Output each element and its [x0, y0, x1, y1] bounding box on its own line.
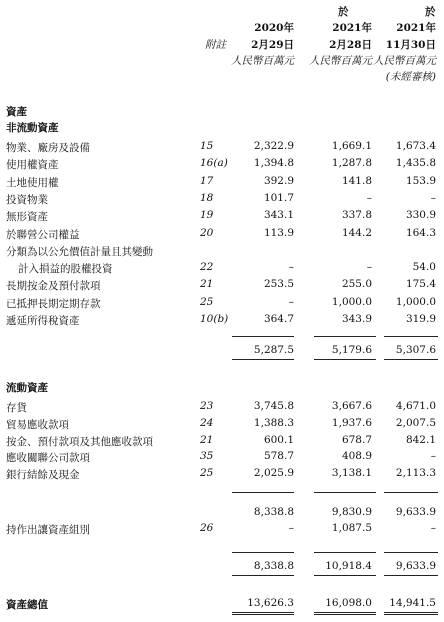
- row-note: 17: [200, 174, 214, 187]
- cur-total-rule-2: [314, 552, 376, 553]
- cur-total-rule-1: [232, 552, 294, 553]
- row-value-col2: –: [366, 261, 372, 274]
- row-label: 按金、預付款項及其他應收款項: [6, 435, 153, 448]
- row-value-col1: 3,745.8: [253, 400, 294, 412]
- row-value-col1: 364.7: [263, 313, 294, 325]
- row-value-col3: –: [430, 450, 436, 463]
- row-value-col3: 2,007.5: [395, 416, 436, 429]
- row-note: 16(a): [200, 157, 228, 170]
- row-value-col2: 408.9: [341, 450, 372, 463]
- row-value-col3: 1,000.0: [395, 295, 436, 308]
- grand-total-row: [0, 597, 444, 611]
- nc-total-rule-3: [384, 336, 438, 337]
- header-col2-date: 2月28日: [329, 39, 372, 51]
- row-label: 分類為以公允價值計量且其變動: [6, 245, 153, 258]
- row-value-col2: 1,937.6: [331, 416, 372, 429]
- row-note: 23: [200, 400, 214, 412]
- grand-total-c3: 14,941.5: [389, 597, 436, 609]
- row-value-col3: 1,673.4: [395, 140, 436, 152]
- table-row: [0, 157, 444, 171]
- table-row: [0, 434, 444, 448]
- header-col3-date: 11月30日: [385, 39, 436, 51]
- row-note: 22: [200, 261, 214, 274]
- row-note: 21: [200, 278, 214, 291]
- current-subtotal-row: [0, 506, 444, 520]
- cur-sub-c1: 8,338.8: [253, 506, 294, 518]
- section-current: 流動資產: [6, 382, 48, 394]
- row-value-col3: 175.4: [405, 278, 436, 291]
- table-row: [0, 450, 444, 464]
- table-row: [0, 278, 444, 292]
- row-value-col2: 141.8: [341, 174, 372, 187]
- header-yu-label-1: 於: [338, 6, 349, 18]
- row-value-col2: –: [366, 191, 372, 204]
- held-for-sale-c2: 1,087.5: [331, 522, 372, 534]
- nc-total-c2: 5,179.6: [331, 344, 372, 356]
- nc-total-c3: 5,307.6: [395, 344, 436, 356]
- row-label: 計入損益的股權投資: [18, 263, 113, 276]
- held-for-sale-label: 持作出讓資產組別: [6, 524, 90, 536]
- held-for-sale-note: 26: [200, 522, 214, 534]
- row-note: 25: [200, 467, 214, 480]
- header-col3-year: 2021年: [396, 22, 436, 34]
- row-label: 已抵押長期定期存款: [6, 297, 101, 310]
- row-label: 於聯營公司權益: [6, 228, 80, 241]
- grand-total-underline-3a: [384, 612, 438, 613]
- nc-total-c1: 5,287.5: [253, 344, 294, 356]
- section-non-current: 非流動資產: [6, 122, 59, 134]
- row-value-col1: 578.7: [263, 450, 294, 463]
- table-row: [0, 400, 444, 414]
- row-value-col3: –: [430, 191, 436, 204]
- table-row: [0, 227, 444, 241]
- header-yu-label-2: 於: [425, 6, 436, 18]
- cur-sub-rule-2: [314, 492, 376, 493]
- section-assets: 資產: [6, 106, 27, 118]
- grand-total-underline-3b: [384, 614, 438, 615]
- row-value-col1: 2,322.9: [253, 140, 294, 152]
- table-row: [0, 296, 444, 310]
- table-row: [0, 209, 444, 223]
- grand-total-underline-1a: [232, 612, 294, 613]
- table-row: [0, 244, 444, 258]
- cur-total-c2: 10,918.4: [325, 560, 372, 572]
- row-value-col1: –: [288, 261, 294, 274]
- header-col3-remark: (未經審核): [385, 71, 436, 83]
- cur-sub-rule-1: [232, 492, 294, 493]
- cur-total-underline-1: [232, 575, 294, 576]
- header-col1-date: 2月29日: [251, 39, 294, 51]
- row-label: 無形資產: [6, 211, 48, 224]
- grand-total-underline-2a: [314, 612, 376, 613]
- row-value-col2: 1,287.8: [331, 157, 372, 170]
- row-note: 19: [200, 209, 214, 222]
- row-label: 使用權資產: [6, 159, 59, 172]
- row-value-col1: 253.5: [263, 278, 294, 291]
- row-value-col1: 113.9: [263, 226, 294, 239]
- row-value-col1: –: [288, 295, 294, 308]
- row-note: 25: [200, 295, 214, 308]
- nc-total-rule-2: [314, 336, 376, 337]
- row-value-col3: 330.9: [405, 209, 436, 222]
- held-for-sale-c3: –: [430, 522, 436, 534]
- row-value-col3: 164.3: [405, 226, 436, 239]
- row-value-col3: 842.1: [405, 433, 436, 446]
- row-value-col3: 319.9: [405, 313, 436, 325]
- header-note-col: 附註: [205, 39, 226, 51]
- row-label: 土地使用權: [6, 176, 59, 189]
- row-value-col2: 343.9: [341, 313, 372, 325]
- cur-sub-c2: 9,830.9: [331, 506, 372, 518]
- row-label: 存貨: [6, 402, 27, 414]
- table-row: [0, 140, 444, 154]
- current-total-row: [0, 560, 444, 574]
- row-label: 應收關聯公司款項: [6, 452, 90, 465]
- row-label: 長期按金及預付款項: [6, 280, 101, 293]
- row-value-col3: 4,671.0: [395, 400, 436, 412]
- cur-total-underline-3: [384, 575, 438, 576]
- row-value-col1: 343.1: [263, 209, 294, 222]
- held-for-sale-c1: –: [288, 522, 294, 534]
- row-value-col1: 101.7: [263, 191, 294, 204]
- row-value-col2: 144.2: [341, 226, 372, 239]
- row-note: 18: [200, 191, 214, 204]
- row-label: 物業、廠房及設備: [6, 142, 90, 154]
- row-value-col3: 2,113.3: [395, 467, 436, 480]
- cur-sub-c3: 9,633.9: [395, 506, 436, 518]
- row-value-col1: 600.1: [263, 433, 294, 446]
- row-value-col2: 3,667.6: [331, 400, 372, 412]
- row-value-col2: 1,669.1: [331, 140, 372, 152]
- row-note: 10(b): [200, 313, 229, 325]
- grand-total-c1: 13,626.3: [247, 597, 294, 609]
- row-value-col1: 392.9: [263, 174, 294, 187]
- row-note: 35: [200, 450, 214, 463]
- row-value-col2: 255.0: [341, 278, 372, 291]
- row-label: 遞延所得稅資產: [6, 315, 80, 327]
- nc-total-underline-2: [314, 359, 376, 360]
- header-col1-year: 2020年: [254, 22, 294, 34]
- cur-total-underline-2: [314, 575, 376, 576]
- row-label: 銀行結餘及現金: [6, 469, 80, 482]
- row-value-col3: 1,435.8: [395, 157, 436, 170]
- row-value-col1: 1,388.3: [253, 416, 294, 429]
- table-row: [0, 313, 444, 327]
- header-col3-unit: 人民幣百萬元: [373, 55, 436, 67]
- cur-total-rule-3: [384, 552, 438, 553]
- row-value-col1: 2,025.9: [253, 467, 294, 480]
- row-note: 21: [200, 433, 214, 446]
- row-value-col3: 54.0: [412, 261, 436, 274]
- table-row: [0, 175, 444, 189]
- grand-total-label: 資產總值: [6, 599, 48, 611]
- grand-total-c2: 16,098.0: [325, 597, 372, 609]
- held-for-sale-row: [0, 522, 444, 536]
- grand-total-underline-1b: [232, 614, 294, 615]
- row-note: 15: [200, 140, 214, 152]
- nc-total-rule-1: [232, 336, 294, 337]
- cur-total-c3: 9,633.9: [395, 560, 436, 572]
- header-col1-unit: 人民幣百萬元: [231, 55, 294, 67]
- header-col2-unit: 人民幣百萬元: [309, 55, 372, 67]
- cur-sub-rule-3: [384, 492, 438, 493]
- table-row: [0, 192, 444, 206]
- table-row: [0, 467, 444, 481]
- row-value-col3: 153.9: [405, 174, 436, 187]
- nc-total-underline-3: [384, 359, 438, 360]
- header-col2-year: 2021年: [332, 22, 372, 34]
- row-value-col2: 3,138.1: [331, 467, 372, 480]
- row-note: 20: [200, 226, 214, 239]
- row-value-col2: 678.7: [341, 433, 372, 446]
- grand-total-underline-2b: [314, 614, 376, 615]
- table-row: [0, 261, 444, 275]
- row-label: 貿易應收款項: [6, 418, 69, 431]
- row-label: 投資物業: [6, 193, 48, 206]
- table-row: [0, 417, 444, 431]
- row-value-col2: 1,000.0: [331, 295, 372, 308]
- nc-total-underline-1: [232, 359, 294, 360]
- row-value-col2: 337.8: [341, 209, 372, 222]
- non-current-total-row: [0, 344, 444, 358]
- row-value-col1: 1,394.8: [253, 157, 294, 170]
- cur-total-c1: 8,338.8: [253, 560, 294, 572]
- row-note: 24: [200, 416, 214, 429]
